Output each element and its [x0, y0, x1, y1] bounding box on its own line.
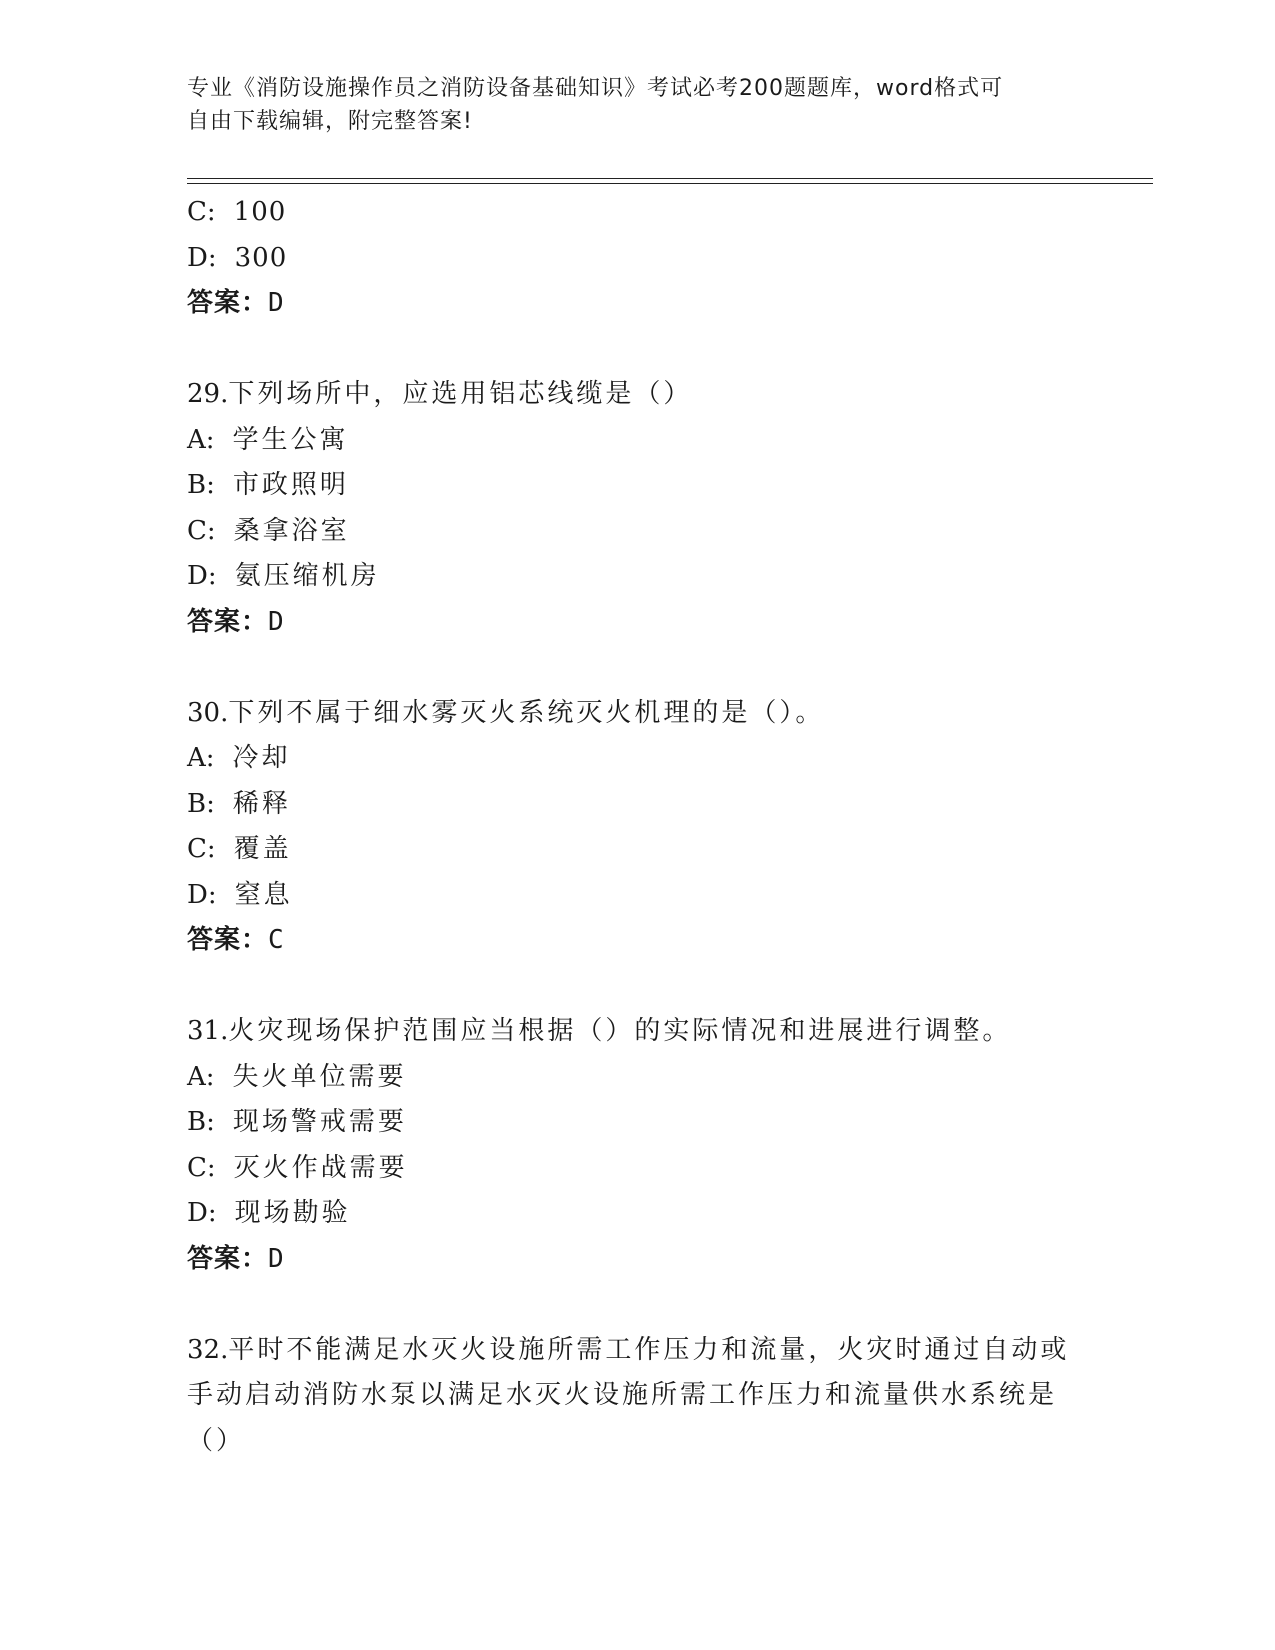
option-text: 100 — [233, 197, 287, 227]
option-label: A: — [187, 743, 215, 773]
question-number: 30. — [187, 697, 229, 728]
option-text: 窒息 — [234, 879, 293, 910]
question-stem — [187, 1009, 1087, 1055]
option-text: 灭火作战需要 — [233, 1152, 408, 1183]
header-title-line-2: 自由下载编辑，附完整答案! — [187, 109, 473, 134]
question-text: 下列场所中，应选用铝芯线缆是（） — [228, 379, 693, 409]
option-label: D: — [187, 1198, 217, 1228]
option-label: D: — [187, 561, 217, 591]
question-number: 31. — [187, 1016, 229, 1046]
option-text: 冷却 — [232, 743, 291, 773]
option-a — [187, 736, 1087, 782]
answer-label: 答案： — [187, 288, 269, 318]
question-stem — [187, 691, 1087, 737]
option-label: D: — [187, 879, 217, 910]
option-d — [187, 236, 1087, 282]
option-label: B: — [187, 470, 215, 500]
option-text: 学生公寓 — [232, 424, 349, 455]
option-c — [187, 827, 1087, 873]
answer-label: 答案： — [187, 1243, 269, 1274]
option-text: 失火单位需要 — [232, 1061, 407, 1092]
question-stem — [187, 372, 1087, 418]
question-number: 29. — [187, 379, 229, 409]
document-header — [187, 72, 1087, 138]
question-text-line-3: （） — [187, 1425, 246, 1456]
option-label: D: — [187, 242, 217, 273]
option-a — [187, 1055, 1087, 1101]
option-c — [187, 1146, 1087, 1192]
answer-line — [187, 918, 1087, 964]
option-label: B: — [187, 788, 215, 819]
answer-value: D — [268, 288, 285, 318]
option-b — [187, 782, 1087, 828]
answer-value: D — [268, 606, 285, 637]
option-d — [187, 1191, 1087, 1237]
question-text: 下列不属于细水雾灭火系统灭火机理的是（）。 — [228, 697, 825, 728]
question-stem — [187, 1328, 1070, 1465]
option-b — [187, 463, 1087, 509]
question-list — [187, 190, 1087, 1464]
option-d — [187, 554, 1087, 600]
option-text: 现场勘验 — [234, 1198, 351, 1228]
option-text: 稀释 — [232, 788, 291, 819]
answer-value: C — [268, 925, 285, 955]
option-label: A: — [187, 424, 215, 455]
option-label: C: — [187, 1152, 216, 1183]
question-text-line-1: 平时不能满足水灭火设施所需工作压力和流量，火灾时通过自动或 — [228, 1334, 1070, 1365]
question-text: 火灾现场保护范围应当根据（）的实际情况和进展进行调整。 — [228, 1016, 1012, 1046]
option-label: C: — [187, 197, 216, 227]
question-text-line-2: 手动启动消防水泵以满足水灭火设施所需工作压力和流量供水系统是 — [187, 1380, 1058, 1410]
option-label: B: — [187, 1107, 215, 1137]
answer-line — [187, 600, 1087, 646]
option-text: 桑拿浴室 — [233, 515, 350, 546]
option-c — [187, 190, 1087, 236]
option-text: 市政照明 — [232, 470, 349, 500]
header-divider — [187, 178, 1153, 184]
option-c — [187, 509, 1087, 555]
answer-label: 答案： — [187, 925, 269, 955]
option-label: A: — [187, 1061, 215, 1092]
option-text: 氨压缩机房 — [234, 561, 380, 591]
option-d — [187, 873, 1087, 919]
option-text: 覆盖 — [233, 834, 292, 864]
option-label: C: — [187, 515, 216, 546]
answer-line — [187, 281, 1087, 327]
option-b — [187, 1100, 1087, 1146]
answer-label: 答案： — [187, 606, 269, 637]
option-text: 现场警戒需要 — [232, 1107, 407, 1137]
answer-line — [187, 1237, 1087, 1283]
answer-value: D — [268, 1243, 285, 1274]
question-number: 32. — [187, 1334, 229, 1365]
header-title-line-1: 专业《消防设施操作员之消防设备基础知识》考试必考200题题库，word格式可 — [187, 76, 1004, 101]
option-text: 300 — [234, 242, 288, 273]
option-label: C: — [187, 834, 216, 864]
option-a — [187, 418, 1087, 464]
